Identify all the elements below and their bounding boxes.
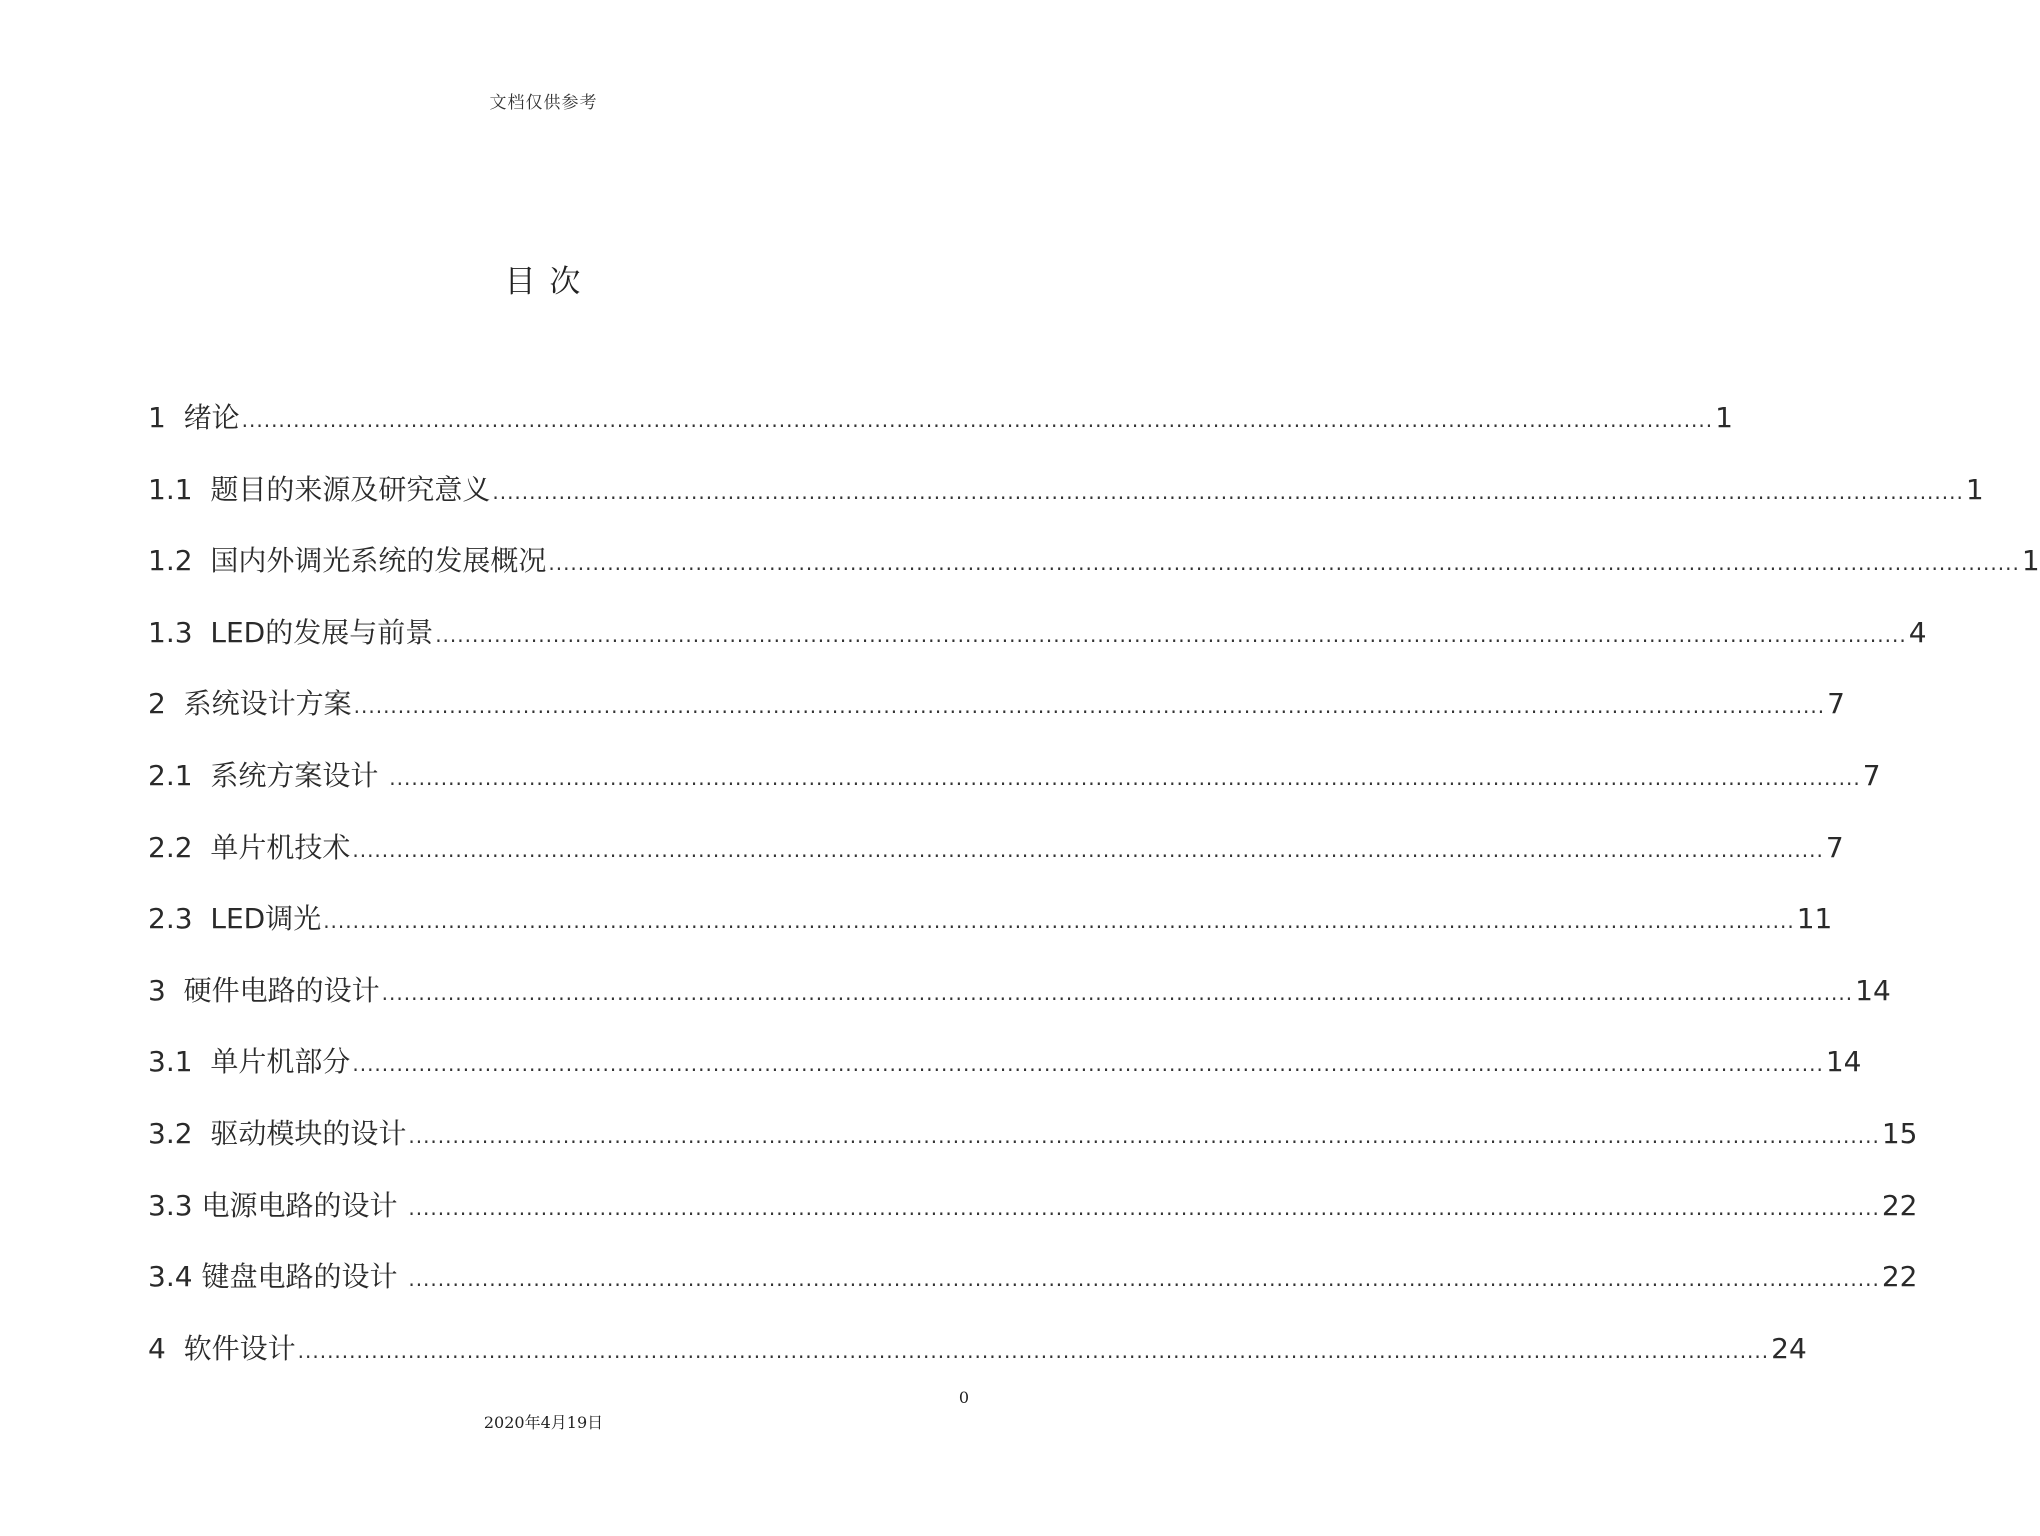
toc-entry-page: 1 [1965, 472, 1984, 506]
toc-entry-number: 3.1 [148, 1045, 211, 1079]
toc-entry-number: 3 [148, 973, 184, 1007]
toc-entry-number: 3.2 [148, 1116, 211, 1150]
toc-entry-page: 7 [1827, 687, 1845, 721]
toc-dot-leader: ........................................................................................................................................................................................................ [352, 1052, 1824, 1077]
toc-dot-leader: ........................................................................................................................................................................................................ [353, 694, 1826, 719]
toc-entry-page: 22 [1881, 1260, 1918, 1294]
toc-entry-title: 系统设计方案 [183, 687, 352, 721]
toc-entry-page: 4 [1908, 615, 1927, 649]
toc-entry-title: 单片机部分 [210, 1045, 351, 1079]
toc-dot-leader: ........................................................................................................................................................................................................ [408, 1195, 1880, 1220]
document-watermark-note: 文档仅供参考 [489, 93, 598, 113]
toc-dot-leader: ........................................................................................................................................................................................................ [352, 837, 1824, 862]
toc-entry-number: 3.3 [148, 1188, 202, 1222]
toc-entry-page: 15 [1881, 1116, 1918, 1150]
toc-entry-title: 硬件电路的设计 [183, 973, 380, 1007]
toc-entry-title: LED的发展与前景 [210, 615, 434, 649]
toc-entry-page: 1 [1715, 401, 1733, 434]
toc-dot-leader: ........................................................................................................................................................................................................ [241, 408, 1714, 432]
toc-dot-leader: ........................................................................................................................................................................................................ [435, 622, 1907, 647]
toc-entry-page: 14 [1855, 973, 1891, 1007]
toc-entry[interactable] [148, 748, 1881, 820]
toc-entry-title: 题目的来源及研究意义 [210, 472, 491, 506]
toc-entry-number: 2.2 [148, 830, 211, 864]
toc-entry[interactable] [148, 390, 1733, 462]
toc-entry-page: 7 [1862, 758, 1881, 792]
toc-entry[interactable] [148, 1249, 1918, 1321]
toc-entry-title: 系统方案设计 [210, 758, 388, 792]
toc-entry-title: 驱动模块的设计 [210, 1116, 407, 1150]
toc-entry-title: 电源电路的设计 [201, 1188, 407, 1222]
toc-entry[interactable] [148, 891, 1833, 963]
toc-entry-number: 2.1 [148, 758, 211, 792]
toc-entry-number: 1.3 [148, 615, 211, 649]
toc-entry[interactable] [148, 1321, 1807, 1393]
toc-entry-page: 7 [1825, 830, 1844, 864]
toc-entry-title: 单片机技术 [210, 830, 351, 864]
toc-entry-title: 软件设计 [183, 1331, 296, 1365]
toc-entry-page: 14 [1825, 1045, 1862, 1079]
toc-dot-leader: ........................................................................................................................................................................................................ [548, 551, 2020, 576]
page-number: 0 [958, 1388, 969, 1407]
toc-entry-title: LED调光 [210, 902, 322, 936]
toc-dot-leader: ........................................................................................................................................................................................................ [492, 479, 1964, 504]
toc-entry[interactable] [148, 462, 1984, 534]
footer-date: 2020年4月19日 [483, 1413, 604, 1432]
toc-dot-leader: ........................................................................................................................................................................................................ [408, 1267, 1880, 1292]
toc-entry[interactable] [148, 605, 1927, 677]
toc-entry-number: 1.2 [148, 544, 211, 578]
table-of-contents [148, 390, 2040, 1392]
toc-entry-page: 22 [1881, 1188, 1918, 1222]
toc-entry-number: 2 [148, 687, 184, 721]
toc-title: 目 次 [504, 264, 583, 300]
toc-entry-number: 4 [148, 1331, 184, 1365]
toc-entry-number: 3.4 [148, 1260, 202, 1294]
toc-entry-title: 国内外调光系统的发展概况 [210, 544, 547, 578]
toc-entry-number: 1 [148, 401, 184, 434]
toc-entry[interactable] [148, 1034, 1862, 1106]
toc-entry[interactable] [148, 820, 1844, 892]
toc-entry[interactable] [148, 1106, 1918, 1178]
toc-entry[interactable] [148, 533, 2040, 605]
toc-entry-number: 1.1 [148, 472, 211, 506]
toc-entry-number: 2.3 [148, 902, 211, 936]
toc-entry-page: 24 [1771, 1331, 1807, 1365]
toc-entry-title: 键盘电路的设计 [201, 1260, 407, 1294]
toc-entry-page: 1 [2021, 544, 2040, 578]
toc-dot-leader: ........................................................................................................................................................................................................ [297, 1338, 1770, 1363]
toc-entry[interactable] [148, 676, 1845, 748]
toc-entry-title: 绪论 [183, 401, 240, 434]
toc-entry-page: 11 [1796, 902, 1833, 936]
toc-dot-leader: ........................................................................................................................................................................................................ [323, 909, 1795, 934]
toc-entry[interactable] [148, 963, 1891, 1035]
toc-dot-leader: ........................................................................................................................................................................................................ [389, 765, 1861, 790]
toc-dot-leader: ........................................................................................................................................................................................................ [408, 1123, 1880, 1148]
toc-dot-leader: ........................................................................................................................................................................................................ [381, 980, 1854, 1005]
toc-entry[interactable] [148, 1178, 1918, 1250]
